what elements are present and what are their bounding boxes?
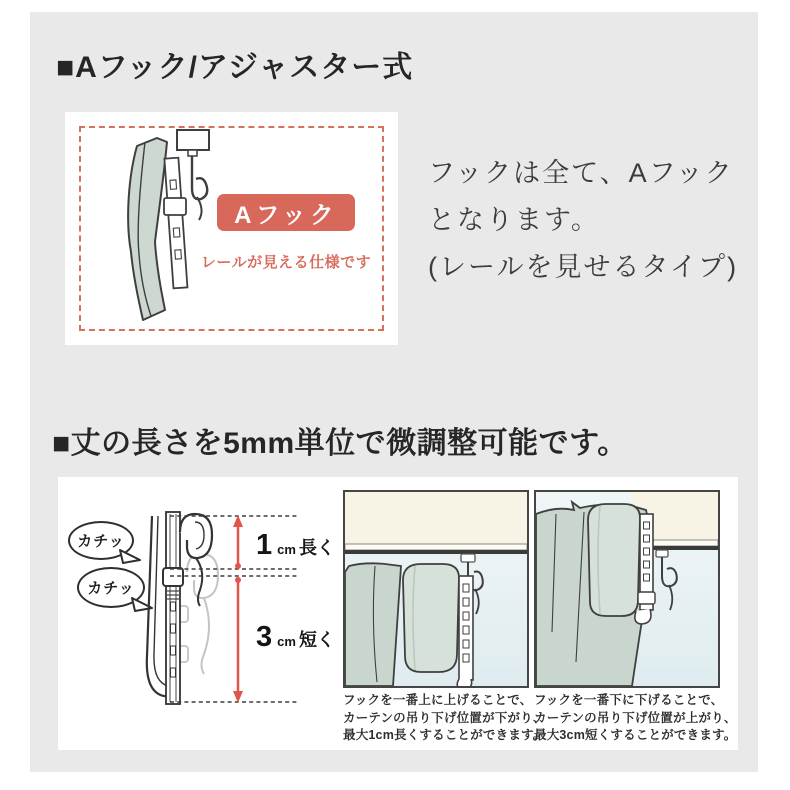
curtain-rail <box>345 544 527 550</box>
adjuster-slider <box>164 198 186 215</box>
longer-unit: cm <box>277 542 296 557</box>
longer-text: 長く <box>298 538 335 558</box>
adjustment-figure-card <box>58 477 738 750</box>
description-line: となります。 <box>428 205 600 235</box>
longer-range-label <box>256 531 335 560</box>
curtain-fold <box>403 564 459 672</box>
a-hook-illustration <box>93 124 215 332</box>
curtain-pleat-shape <box>128 138 167 320</box>
adjuster-slider <box>638 592 655 604</box>
shorter-value: 3 <box>256 621 273 653</box>
caption-line: フックを一番上に上げることで、 <box>343 693 533 707</box>
longer-value: 1 <box>256 529 273 561</box>
shorter-range-label <box>256 623 335 652</box>
description-line: (レールを見せるタイプ) <box>428 252 739 282</box>
a-hook-description <box>428 150 738 291</box>
shorter-text: 短く <box>298 630 335 650</box>
curtain-longer-illustration <box>345 492 527 686</box>
rail-runner-icon <box>656 550 668 557</box>
hook-curl-icon <box>192 156 207 199</box>
a-hook-figure-card <box>65 112 398 345</box>
rail-visible-note: レールが見える仕様です <box>200 254 372 271</box>
panel-curtain-shorter <box>534 490 720 688</box>
caption-curtain-shorter <box>534 692 737 745</box>
rail-runner-icon <box>461 554 475 562</box>
red-range-arrows <box>233 515 243 703</box>
caption-line: カーテンの吊り下げ位置が上がり、 <box>534 710 737 725</box>
a-hook-badge: Aフック <box>217 194 355 231</box>
caption-line: カーテンの吊り下げ位置が下がり、 <box>343 710 546 725</box>
wall <box>345 492 527 544</box>
curtain-fold <box>588 504 640 616</box>
rail-runner-icon <box>177 130 209 150</box>
section-heading-a-hook: ■Aフック/アジャスター式 <box>56 51 414 84</box>
caption-line: 最大1cm長くすることができます。 <box>343 728 546 742</box>
click-sound-text: カチッ <box>77 533 125 550</box>
curtain-shorter-illustration <box>536 492 718 686</box>
caption-line: 最大3cm短くすることができます。 <box>534 728 737 742</box>
caption-line: フックを一番下に下げることで、 <box>534 693 724 707</box>
shorter-unit: cm <box>277 634 296 649</box>
panel-curtain-longer <box>343 490 529 688</box>
caption-curtain-longer <box>343 692 546 745</box>
click-sound-text: カチッ <box>87 580 135 597</box>
section-heading-adjustment: ■丈の長さを5mm単位で微調整可能です。 <box>52 427 628 460</box>
description-line: フックは全て、Aフック <box>428 158 734 188</box>
